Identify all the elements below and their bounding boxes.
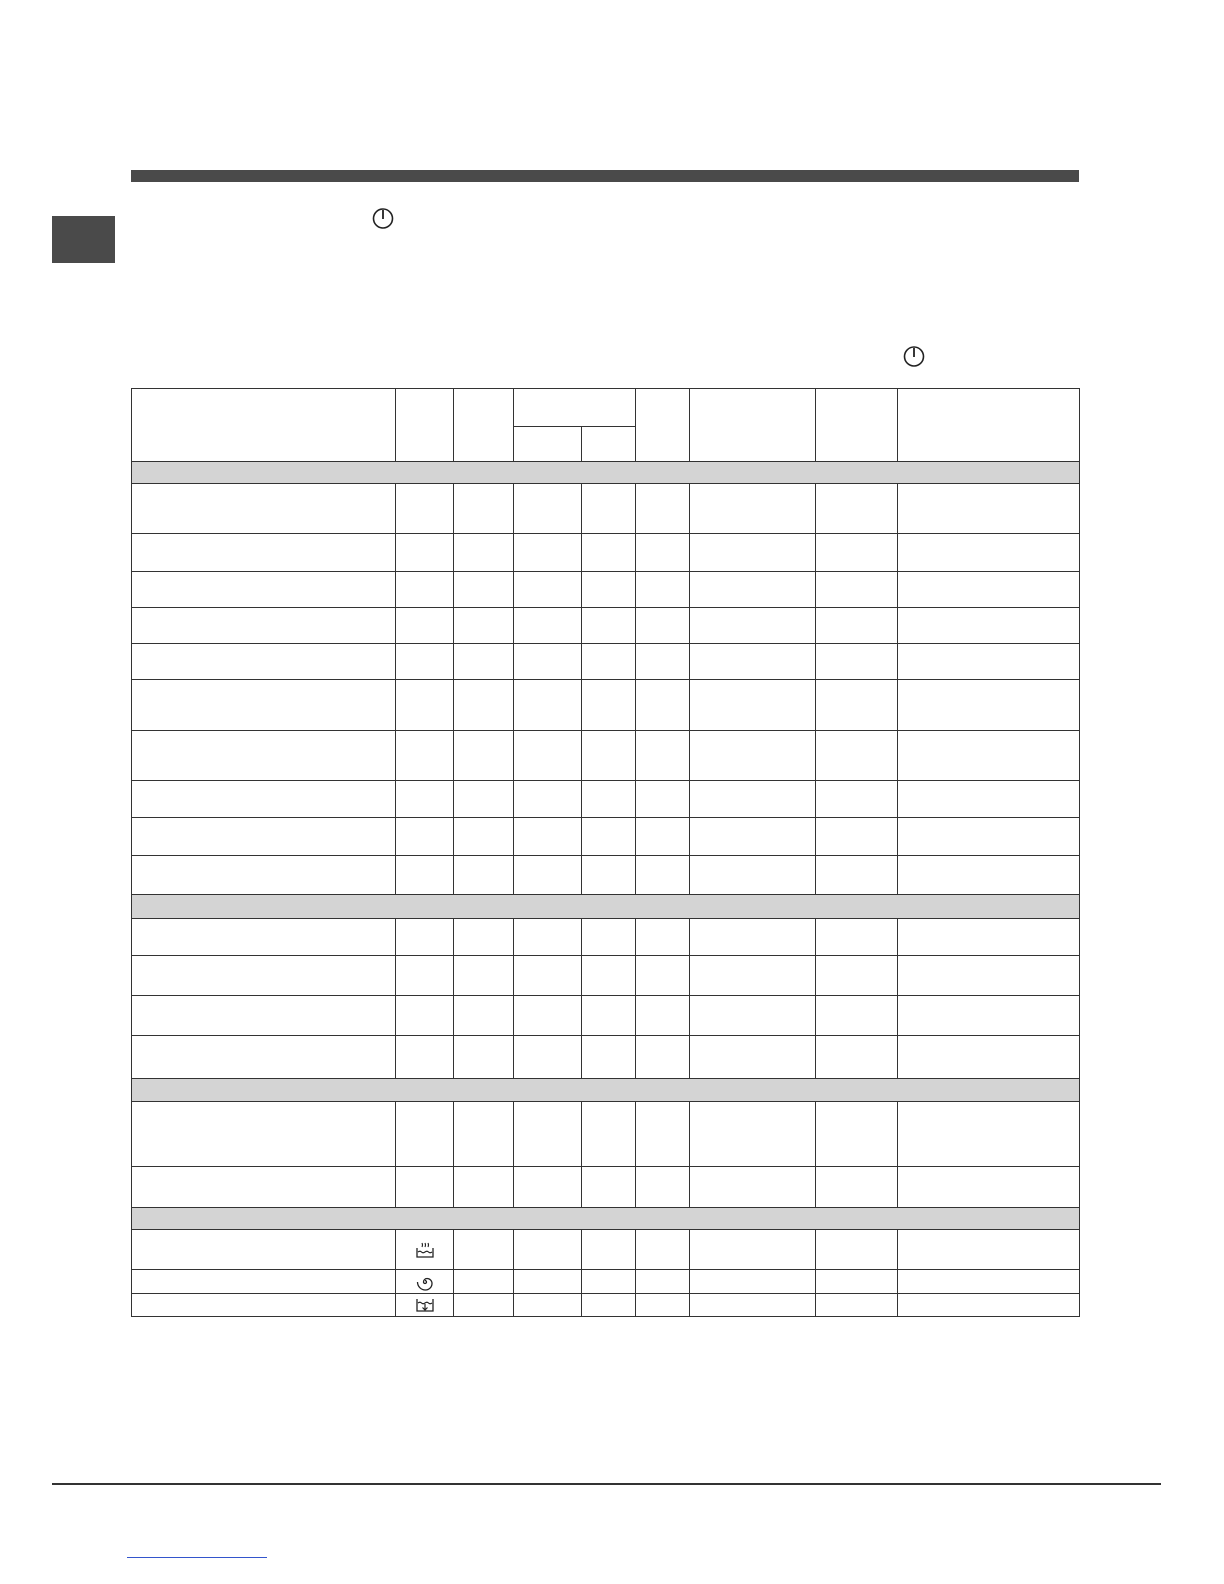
- section-row: [132, 1079, 1080, 1102]
- section-row: [132, 1208, 1080, 1230]
- header-cell: [454, 389, 514, 462]
- table-row: [132, 856, 1080, 895]
- programs-table: [131, 388, 1080, 1317]
- table-row: [132, 1230, 1080, 1270]
- header-subcell: [582, 427, 636, 462]
- section-row: [132, 462, 1080, 484]
- header-subcell: [514, 427, 582, 462]
- table-row: [132, 781, 1080, 818]
- table-row: [132, 1102, 1080, 1167]
- table-row: [132, 608, 1080, 644]
- header-cell: [396, 389, 454, 462]
- table-row: [132, 1167, 1080, 1208]
- footer-link[interactable]: [127, 1557, 267, 1558]
- table-row: [132, 572, 1080, 608]
- table-row: [132, 1036, 1080, 1079]
- table-row: [132, 644, 1080, 680]
- rinse-icon: [396, 1230, 454, 1270]
- table-row: [132, 996, 1080, 1036]
- table-row: [132, 534, 1080, 572]
- header-cell-group: [514, 389, 636, 427]
- table-row: [132, 1294, 1080, 1317]
- header-cell: [815, 389, 897, 462]
- footer-rule: [52, 1483, 1161, 1485]
- table-row: [132, 731, 1080, 781]
- power-icon: [371, 206, 395, 230]
- table-row: [132, 956, 1080, 996]
- language-tab: [52, 216, 115, 263]
- table-row: [132, 1270, 1080, 1294]
- table-row: [132, 484, 1080, 534]
- header-cell: [689, 389, 815, 462]
- drain-icon: [396, 1294, 454, 1317]
- table-header-row: [132, 389, 1080, 427]
- header-cell: [132, 389, 396, 462]
- table-row: [132, 818, 1080, 856]
- power-icon: [902, 344, 926, 368]
- spin-icon: [396, 1270, 454, 1294]
- header-cell: [897, 389, 1079, 462]
- table-row: [132, 919, 1080, 956]
- table-row: [132, 680, 1080, 731]
- section-header-bar: [131, 170, 1079, 182]
- section-row: [132, 895, 1080, 919]
- header-cell: [636, 389, 689, 462]
